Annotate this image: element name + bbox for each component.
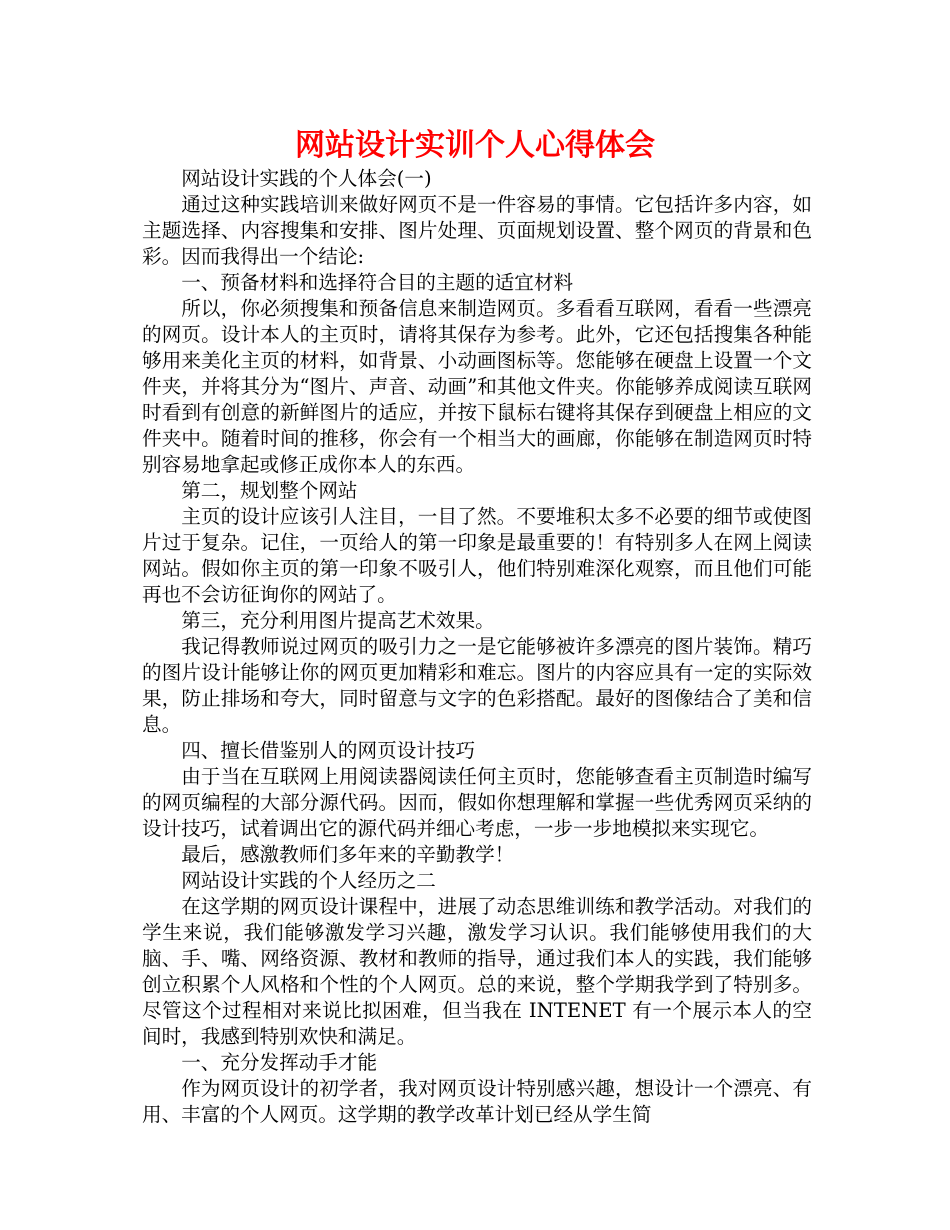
paragraph: 在这学期的网页设计课程中，进展了动态思维训练和教学活动。对我们的学生来说，我们能够激发学习兴趣，激发学习认识。我们能够使用我们的大脑、手、嘴、网络资源、教材和教师的指导，通过我们本人的实践，我们能够创立积累个人风格和个性的个人网页。总的来说，整个学期我学到了特别多。尽管这个过程相对来说比拟困难，但当我在 INTENET 有一个展示本人的空间时，我感到特别欢快和满足。 <box>142 895 812 1048</box>
paragraph: 通过这种实践培训来做好网页不是一件容易的事情。它包括许多内容，如主题选择、内容搜集和安排、图片处理、页面规划设置、整个网页的背景和色彩。因而我得出一个结论: <box>142 193 812 268</box>
section-heading: 四、擅长借鉴别人的网页设计技巧 <box>181 739 476 762</box>
section-heading: 网站设计实践的个人经历之二 <box>181 869 436 892</box>
paragraph: 网站设计实践的个人体会(一) <box>181 167 432 190</box>
paragraph: 所以，你必须搜集和预备信息来制造网页。多看看互联网，看看一些漂亮的网页。设计本人的主页时，请将其保存为参考。此外，它还包括搜集各种能够用来美化主页的材料，如背景、小动画图标等。您能够在硬盘上设置一个文件夹，并将其分为“图片、声音、动画”和其他文件夹。你能够养成阅读互联网时看到有创意的新鲜图片的适应，并按下鼠标右键将其保存到硬盘上相应的文件夹中。随着时间的推移，你会有一个相当大的画廊，你能够在制造网页时特别容易地拿起或修正成你本人的东西。 <box>142 297 812 476</box>
paragraph: 由于当在互联网上用阅读器阅读任何主页时，您能够查看主页制造时编写的网页编程的大部分源代码。因而，假如你想理解和掌握一些优秀网页采纳的设计技巧，试着调出它的源代码并细心考虑，一步一步地模拟来实现它。 <box>142 765 812 840</box>
document-title: 网站设计实训个人心得体会 <box>295 128 655 163</box>
section-heading: 第二，规划整个网站 <box>181 479 358 502</box>
section-heading: 一、预备材料和选择符合目的主题的适宜材料 <box>181 271 574 294</box>
document-body <box>142 166 812 1128</box>
paragraph: 主页的设计应该引人注目，一目了然。不要堆积太多不必要的细节或使图片过于复杂。记住，一页给人的第一印象是最重要的！有特别多人在网上阅读网站。假如你主页的第一印象不吸引人，他们特别难深化观察，而且他们可能再也不会访征询你的网站了。 <box>142 505 812 606</box>
paragraph: 我记得教师说过网页的吸引力之一是它能够被许多漂亮的图片装饰。精巧的图片设计能够让你的网页更加精彩和难忘。图片的内容应具有一定的实际效果，防止排场和夸大，同时留意与文字的色彩搭配。最好的图像结合了美和信息。 <box>142 635 812 736</box>
section-heading: 一、充分发挥动手才能 <box>181 1051 378 1074</box>
section-heading: 第三，充分利用图片提高艺术效果。 <box>181 609 495 632</box>
paragraph: 作为网页设计的初学者，我对网页设计特别感兴趣，想设计一个漂亮、有用、丰富的个人网页。这学期的教学改革计划已经从学生简 <box>142 1077 812 1126</box>
paragraph: 最后，感激教师们多年来的辛勤教学！ <box>181 843 515 866</box>
